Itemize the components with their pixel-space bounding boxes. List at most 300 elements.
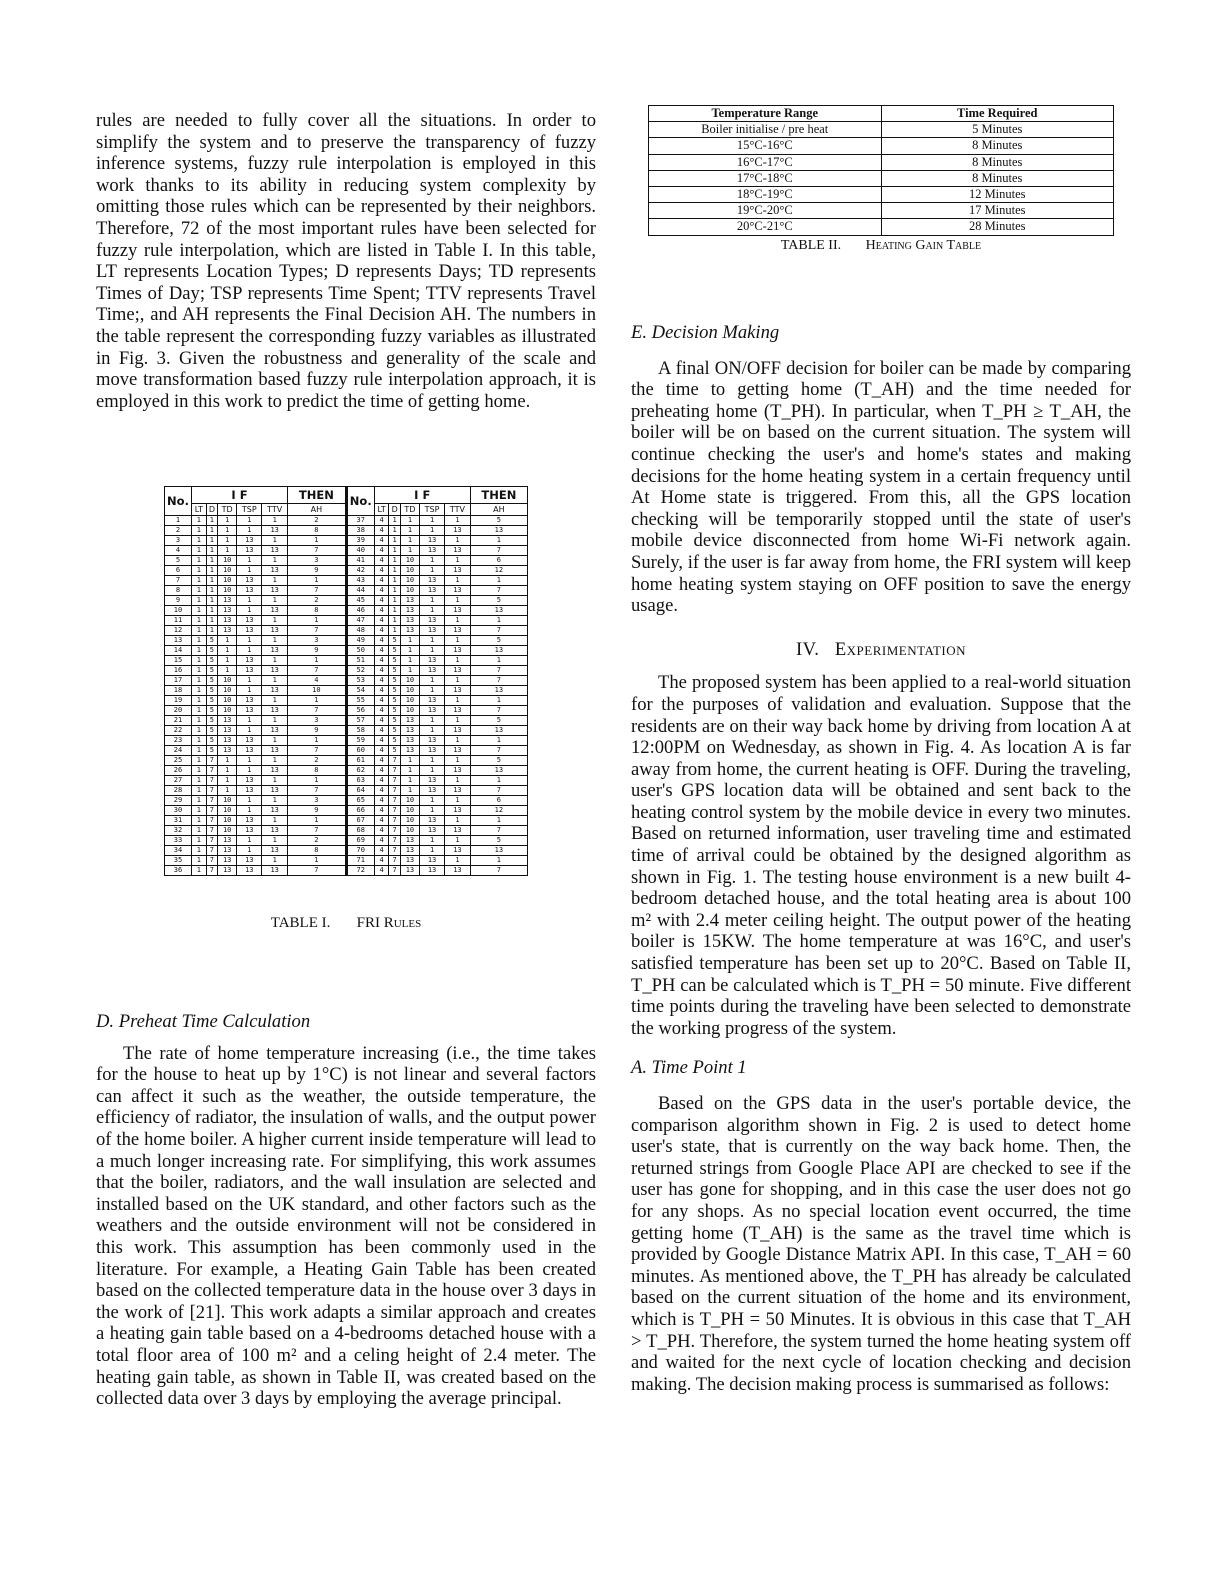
- table-cell: 4: [374, 516, 389, 526]
- table-row: [165, 766, 528, 776]
- section-e-heading: E. Decision Making: [631, 322, 780, 343]
- table2-caption: [648, 238, 1114, 254]
- table-cell: 1: [389, 616, 400, 626]
- table-cell: 13: [218, 736, 237, 746]
- table-cell: 13: [237, 786, 262, 796]
- table-row: [165, 566, 528, 576]
- rule-number-cell: 27: [165, 776, 192, 786]
- table1-subheader: LT: [192, 504, 207, 516]
- table-cell: 1: [420, 796, 445, 806]
- table-cell: 12: [470, 806, 527, 816]
- table1-subheader: D: [206, 504, 217, 516]
- table-cell: 13: [445, 586, 471, 596]
- table-cell: 1: [445, 816, 471, 826]
- table-cell: 10: [400, 806, 419, 816]
- table-cell: 1: [445, 796, 471, 806]
- table-cell: 13: [218, 866, 237, 876]
- table-cell: 1: [389, 566, 400, 576]
- table-cell: 1: [445, 576, 471, 586]
- table-cell: 1: [192, 766, 207, 776]
- temperature-range-cell: 16°C-17°C: [649, 154, 882, 170]
- table-cell: 4: [374, 816, 389, 826]
- table-cell: 13: [237, 736, 262, 746]
- table-cell: 13: [470, 526, 527, 536]
- table-cell: 10: [218, 576, 237, 586]
- table-cell: 1: [262, 816, 288, 826]
- rule-number-cell: 21: [165, 716, 192, 726]
- table-cell: 7: [206, 806, 217, 816]
- rule-number-cell: 12: [165, 626, 192, 636]
- table-cell: 5: [206, 716, 217, 726]
- table-cell: 5: [389, 686, 400, 696]
- table-cell: 13: [445, 546, 471, 556]
- table-cell: 13: [262, 846, 288, 856]
- table-cell: 3: [287, 796, 346, 806]
- table-cell: 10: [218, 556, 237, 566]
- table-cell: 10: [218, 826, 237, 836]
- table-row: [165, 706, 528, 716]
- table1-subheader: TTV: [262, 504, 288, 516]
- rule-number-cell: 10: [165, 606, 192, 616]
- table-cell: 1: [470, 696, 527, 706]
- rule-number-cell: 4: [165, 546, 192, 556]
- rule-number-cell: 61: [346, 756, 374, 766]
- table-cell: 1: [420, 716, 445, 726]
- table2-header-time: Time Required: [881, 106, 1114, 122]
- table-cell: 1: [420, 676, 445, 686]
- table-cell: 1: [470, 656, 527, 666]
- table-cell: 5: [470, 636, 527, 646]
- time-required-cell: 12 Minutes: [881, 187, 1114, 203]
- table-cell: 5: [206, 746, 217, 756]
- table-cell: 1: [262, 856, 288, 866]
- table-row: [165, 806, 528, 816]
- table-cell: 13: [237, 706, 262, 716]
- table-cell: 1: [237, 516, 262, 526]
- table-cell: 1: [218, 536, 237, 546]
- table-cell: 13: [420, 696, 445, 706]
- table-cell: 7: [287, 626, 346, 636]
- table-cell: 4: [374, 606, 389, 616]
- table-cell: 13: [218, 726, 237, 736]
- table-cell: 10: [218, 706, 237, 716]
- table-cell: 1: [192, 776, 207, 786]
- table-cell: 1: [262, 756, 288, 766]
- left-column: [96, 110, 596, 412]
- section-iv-title: [631, 639, 1131, 661]
- table-cell: 1: [445, 716, 471, 726]
- table-cell: 1: [237, 796, 262, 806]
- table-cell: 13: [237, 546, 262, 556]
- table-cell: 1: [192, 626, 207, 636]
- table-row: [165, 836, 528, 846]
- table-cell: 7: [389, 826, 400, 836]
- rule-number-cell: 44: [346, 586, 374, 596]
- table-cell: 1: [445, 676, 471, 686]
- table-cell: 5: [389, 716, 400, 726]
- rule-number-cell: 28: [165, 786, 192, 796]
- table-cell: 13: [445, 866, 471, 876]
- table-cell: 13: [218, 856, 237, 866]
- table-cell: 13: [237, 826, 262, 836]
- table-cell: 10: [400, 816, 419, 826]
- table-cell: 9: [287, 726, 346, 736]
- table-row: [649, 187, 1114, 203]
- table1-subheader: LT: [374, 504, 389, 516]
- table-cell: 1: [445, 596, 471, 606]
- table-cell: 1: [237, 806, 262, 816]
- table-cell: 13: [262, 546, 288, 556]
- table-cell: 1: [400, 786, 419, 796]
- table-cell: 13: [262, 786, 288, 796]
- rule-number-cell: 70: [346, 846, 374, 856]
- table-cell: 7: [206, 766, 217, 776]
- table-cell: 1: [420, 646, 445, 656]
- rule-number-cell: 38: [346, 526, 374, 536]
- table-cell: 13: [218, 626, 237, 636]
- table-cell: 1: [206, 606, 217, 616]
- rule-number-cell: 19: [165, 696, 192, 706]
- table-cell: 13: [218, 836, 237, 846]
- table-cell: 1: [192, 836, 207, 846]
- table-cell: 1: [400, 756, 419, 766]
- table-cell: 8: [287, 766, 346, 776]
- table1-subheader: D: [389, 504, 400, 516]
- table-cell: 4: [374, 726, 389, 736]
- table-cell: 1: [389, 626, 400, 636]
- table-cell: 4: [374, 826, 389, 836]
- table-cell: 13: [445, 826, 471, 836]
- table-cell: 1: [192, 546, 207, 556]
- table-cell: 1: [287, 736, 346, 746]
- table-cell: 1: [400, 526, 419, 536]
- table-cell: 1: [218, 546, 237, 556]
- table-cell: 13: [262, 606, 288, 616]
- table-cell: 1: [287, 856, 346, 866]
- table-cell: 13: [237, 536, 262, 546]
- table-cell: 13: [262, 526, 288, 536]
- table-cell: 13: [218, 596, 237, 606]
- table-cell: 1: [262, 596, 288, 606]
- table-cell: 1: [192, 746, 207, 756]
- rule-number-cell: 67: [346, 816, 374, 826]
- rule-number-cell: 16: [165, 666, 192, 676]
- table-cell: 13: [445, 666, 471, 676]
- table-cell: 13: [218, 846, 237, 856]
- table-cell: 3: [287, 636, 346, 646]
- table-cell: 1: [262, 536, 288, 546]
- rule-number-cell: 68: [346, 826, 374, 836]
- table-cell: 13: [470, 726, 527, 736]
- table-cell: 1: [445, 736, 471, 746]
- table-cell: 5: [206, 636, 217, 646]
- table-cell: 7: [389, 766, 400, 776]
- table-cell: 1: [420, 596, 445, 606]
- table-cell: 4: [374, 626, 389, 636]
- table-cell: 1: [192, 706, 207, 716]
- table-cell: 13: [262, 626, 288, 636]
- table-cell: 1: [445, 536, 471, 546]
- table-cell: 1: [287, 696, 346, 706]
- table1-subheader-ah: AH: [287, 504, 346, 516]
- table-row: [165, 786, 528, 796]
- table-row: [165, 546, 528, 556]
- rule-number-cell: 45: [346, 596, 374, 606]
- rule-number-cell: 55: [346, 696, 374, 706]
- table-cell: 13: [262, 706, 288, 716]
- rule-number-cell: 72: [346, 866, 374, 876]
- table-cell: 10: [218, 566, 237, 576]
- table-cell: 13: [262, 826, 288, 836]
- table-cell: 1: [218, 656, 237, 666]
- table-cell: 7: [287, 866, 346, 876]
- table-cell: 2: [287, 756, 346, 766]
- table-cell: 13: [445, 746, 471, 756]
- table-row: [165, 846, 528, 856]
- table-cell: 13: [420, 706, 445, 716]
- table-cell: 5: [206, 656, 217, 666]
- table1-caption: [164, 915, 528, 932]
- table-cell: 4: [374, 596, 389, 606]
- table-row: [165, 656, 528, 666]
- rule-number-cell: 54: [346, 686, 374, 696]
- table-cell: 5: [206, 646, 217, 656]
- rule-number-cell: 49: [346, 636, 374, 646]
- temperature-range-cell: Boiler initialise / pre heat: [649, 122, 882, 138]
- table-cell: 1: [287, 816, 346, 826]
- table-cell: 13: [237, 666, 262, 676]
- table-cell: 1: [206, 526, 217, 536]
- table-cell: 10: [400, 706, 419, 716]
- table-cell: 1: [389, 516, 400, 526]
- table-cell: 1: [192, 856, 207, 866]
- rule-number-cell: 11: [165, 616, 192, 626]
- table-cell: 5: [206, 726, 217, 736]
- table-cell: 1: [192, 676, 207, 686]
- table-row: [165, 676, 528, 686]
- table-cell: 1: [400, 776, 419, 786]
- table2-caption-label: TABLE II.: [780, 238, 842, 253]
- rule-number-cell: 33: [165, 836, 192, 846]
- table-cell: 1: [470, 616, 527, 626]
- table-cell: 13: [420, 786, 445, 796]
- table-cell: 1: [470, 816, 527, 826]
- table-row: [165, 856, 528, 866]
- table-cell: 1: [420, 526, 445, 536]
- table-cell: 1: [206, 556, 217, 566]
- table-cell: 1: [237, 676, 262, 686]
- table-cell: 1: [262, 576, 288, 586]
- rule-number-cell: 20: [165, 706, 192, 716]
- table1-header-if: I F: [374, 487, 470, 504]
- table-cell: 10: [400, 566, 419, 576]
- table-cell: 1: [206, 586, 217, 596]
- table-cell: 13: [237, 776, 262, 786]
- table-cell: 1: [389, 576, 400, 586]
- table-cell: 13: [400, 836, 419, 846]
- table-cell: 13: [262, 726, 288, 736]
- table-cell: 7: [389, 816, 400, 826]
- table-cell: 13: [400, 616, 419, 626]
- table-cell: 1: [192, 586, 207, 596]
- table-cell: 1: [389, 556, 400, 566]
- table-cell: 7: [287, 586, 346, 596]
- table-cell: 1: [237, 606, 262, 616]
- table-cell: 4: [374, 576, 389, 586]
- table-row: [165, 576, 528, 586]
- table-cell: 10: [218, 686, 237, 696]
- temperature-range-cell: 18°C-19°C: [649, 187, 882, 203]
- table-cell: 1: [400, 636, 419, 646]
- table-cell: 4: [374, 746, 389, 756]
- table-cell: 13: [445, 766, 471, 776]
- table-cell: 1: [237, 646, 262, 656]
- table-cell: 1: [192, 646, 207, 656]
- table-cell: 7: [206, 846, 217, 856]
- rule-number-cell: 29: [165, 796, 192, 806]
- table-cell: 5: [206, 666, 217, 676]
- table-cell: 1: [262, 836, 288, 846]
- table-row: [165, 686, 528, 696]
- right-column: [631, 322, 1131, 1395]
- rule-number-cell: 14: [165, 646, 192, 656]
- table-cell: 1: [192, 826, 207, 836]
- table-cell: 9: [287, 806, 346, 816]
- rule-number-cell: 58: [346, 726, 374, 736]
- table-cell: 13: [400, 606, 419, 616]
- section-iv-label: Experimentation: [834, 638, 967, 660]
- table-cell: 1: [192, 666, 207, 676]
- table-cell: 13: [400, 726, 419, 736]
- rule-number-cell: 52: [346, 666, 374, 676]
- table-cell: 13: [400, 846, 419, 856]
- table-cell: 7: [389, 856, 400, 866]
- table-cell: 13: [445, 566, 471, 576]
- table-cell: 1: [420, 686, 445, 696]
- section-d: [96, 1011, 596, 1410]
- table-cell: 7: [470, 676, 527, 686]
- rule-number-cell: 5: [165, 556, 192, 566]
- table-cell: 7: [287, 666, 346, 676]
- rule-number-cell: 26: [165, 766, 192, 776]
- table-cell: 13: [400, 596, 419, 606]
- table-cell: 13: [420, 816, 445, 826]
- table-cell: 5: [470, 756, 527, 766]
- table-cell: 4: [374, 806, 389, 816]
- table-cell: 10: [400, 796, 419, 806]
- table-cell: 1: [400, 546, 419, 556]
- section-a-paragraph: Based on the GPS data in the user's portable device, the comparison algorithm shown in Fig. 2 is used to detect home user's state, that is currently on the way back home. Then, the returned strings from Google Place API are checked to see if the user has gone for shopping, and in this case the user does not go for any shops. As no special location event occurred, the time getting home (T_AH) is the same as the travel time which is provided by Google Distance Matrix API. In this case, T_AH = 60 minutes. As mentioned above, the T_PH has already be calculated based on the current situation of the home and its environment, which is T_PH = 50 Minutes. It is obvious in this case that T_AH > T_PH. Therefore, the system turned the home heating system off and waited for the next cycle of location checking and decision making. The decision making process is summarised as follows:: [631, 1093, 1131, 1395]
- table1-subheader: TTV: [445, 504, 471, 516]
- table1-header-no: No.: [165, 487, 192, 516]
- table-row: [165, 796, 528, 806]
- rule-number-cell: 23: [165, 736, 192, 746]
- rule-number-cell: 71: [346, 856, 374, 866]
- table-cell: 4: [374, 656, 389, 666]
- table-row: [165, 696, 528, 706]
- section-e-paragraph: A final ON/OFF decision for boiler can be made by comparing the time to getting home (T_AH) and the time needed for preheating home (T_PH). In particular, when T_PH ≥ T_AH, the boiler will be on based on the current situation. The system will continue checking the user's and home's states and making decisions for the home heating system in a certain frequency until At Home state is triggered. From this, all the GPS location checking will be temporarily stopped until the state of user's mobile device disconnected from home Wi-Fi network again. Surely, if the user is far away from home, the FRI system will keep home heating system staying on OFF position to save the energy usage.: [631, 357, 1131, 617]
- rule-number-cell: 56: [346, 706, 374, 716]
- table1-caption-label: TABLE I.: [270, 915, 331, 931]
- table-cell: 1: [400, 516, 419, 526]
- fri-rules-table: [164, 486, 528, 876]
- table-cell: 4: [374, 756, 389, 766]
- table-cell: 7: [206, 776, 217, 786]
- table-cell: 9: [287, 566, 346, 576]
- table-cell: 7: [206, 796, 217, 806]
- table-cell: 1: [400, 646, 419, 656]
- table-cell: 13: [420, 576, 445, 586]
- table-row: [165, 736, 528, 746]
- table-cell: 10: [400, 586, 419, 596]
- table-cell: 1: [262, 796, 288, 806]
- table-cell: 6: [470, 556, 527, 566]
- table-cell: 7: [206, 856, 217, 866]
- table-cell: 1: [470, 536, 527, 546]
- table1-subheader: TSP: [420, 504, 445, 516]
- table-cell: 1: [445, 616, 471, 626]
- rule-number-cell: 62: [346, 766, 374, 776]
- rule-number-cell: 46: [346, 606, 374, 616]
- table-cell: 1: [445, 756, 471, 766]
- table-cell: 13: [470, 646, 527, 656]
- table-cell: 7: [206, 836, 217, 846]
- table2-header-range: Temperature Range: [649, 106, 882, 122]
- table-row: [165, 716, 528, 726]
- rule-number-cell: 15: [165, 656, 192, 666]
- table-cell: 1: [192, 576, 207, 586]
- table-cell: 1: [470, 576, 527, 586]
- table-row: [165, 516, 528, 526]
- table-row: [165, 816, 528, 826]
- table-cell: 1: [470, 856, 527, 866]
- temperature-range-cell: 17°C-18°C: [649, 170, 882, 186]
- table-cell: 4: [374, 586, 389, 596]
- table-cell: 10: [400, 676, 419, 686]
- table-cell: 4: [374, 686, 389, 696]
- table-cell: 1: [287, 536, 346, 546]
- table-cell: 5: [389, 666, 400, 676]
- rule-number-cell: 2: [165, 526, 192, 536]
- time-required-cell: 8 Minutes: [881, 154, 1114, 170]
- table-cell: 1: [470, 776, 527, 786]
- rule-number-cell: 35: [165, 856, 192, 866]
- table-cell: 13: [445, 806, 471, 816]
- rule-number-cell: 7: [165, 576, 192, 586]
- rule-number-cell: 24: [165, 746, 192, 756]
- table-cell: 5: [389, 746, 400, 756]
- table-cell: 6: [470, 796, 527, 806]
- rule-number-cell: 37: [346, 516, 374, 526]
- table-cell: 13: [237, 586, 262, 596]
- rule-number-cell: 66: [346, 806, 374, 816]
- table-cell: 7: [206, 866, 217, 876]
- table-cell: 13: [420, 656, 445, 666]
- temperature-range-cell: 20°C-21°C: [649, 219, 882, 235]
- table-cell: 10: [400, 696, 419, 706]
- table-cell: 7: [389, 806, 400, 816]
- table-cell: 1: [192, 806, 207, 816]
- table-cell: 1: [389, 526, 400, 536]
- table-cell: 7: [287, 746, 346, 756]
- table-cell: 13: [420, 866, 445, 876]
- rule-number-cell: 65: [346, 796, 374, 806]
- table-row: [165, 536, 528, 546]
- table-cell: 13: [420, 746, 445, 756]
- table-row: [649, 170, 1114, 186]
- table-row: [649, 138, 1114, 154]
- rule-number-cell: 39: [346, 536, 374, 546]
